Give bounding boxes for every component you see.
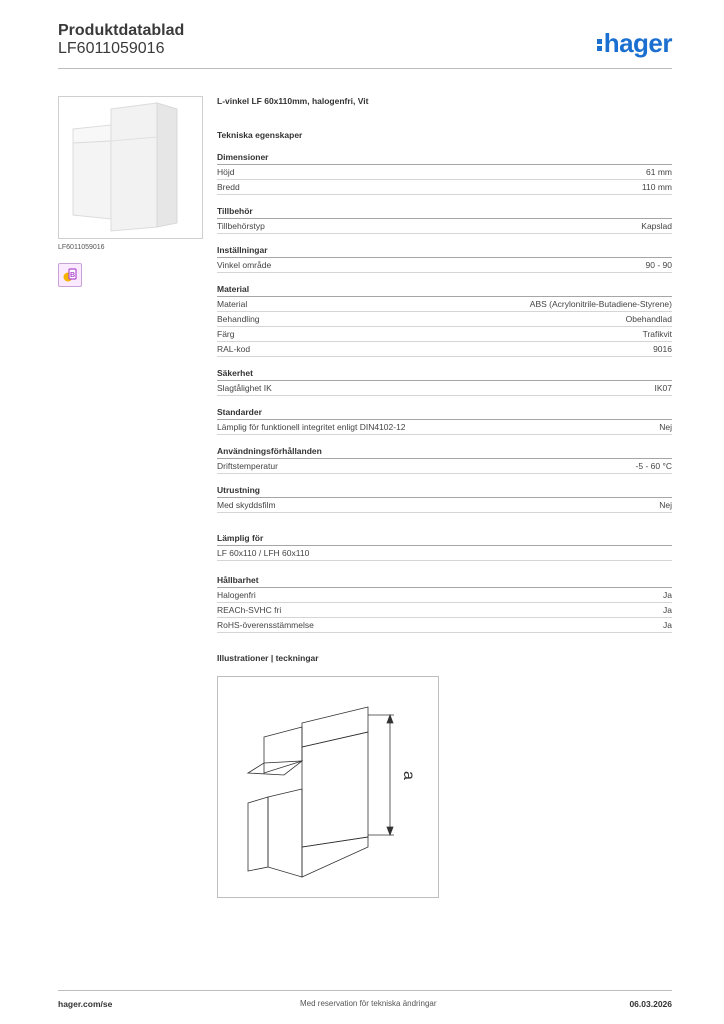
spec-row [217,618,672,633]
spec-row [217,297,672,312]
spec-column [217,96,672,663]
halogen-free-badge-icon [58,263,82,287]
spec-row [217,327,672,342]
suitable-for-label: LF 60x110 / LFH 60x110 [217,548,310,558]
spec-value: Ja [663,620,672,630]
spec-label: Färg [217,329,235,339]
spec-value: Ja [663,590,672,600]
sustainability-title: Hållbarhet [217,575,672,588]
spec-groups [217,140,672,513]
spec-label: RAL-kod [217,344,251,354]
l-angle-product-photo [59,97,202,238]
suitable-for-row [217,546,672,561]
spec-row [217,459,672,474]
spec-group-title: Standarder [217,407,672,420]
spec-row [217,165,672,180]
spec-row [217,312,672,327]
spec-row [217,498,672,513]
document-title: Produktdatablad [58,22,185,39]
spec-row [217,219,672,234]
spec-row [217,258,672,273]
svg-text:B: B [69,272,76,279]
spec-value: Nej [659,500,672,510]
spec-label: Material [217,299,248,309]
l-angle-drawing [218,677,438,897]
spec-label: RoHS-överensstämmelse [217,620,314,630]
spec-value: Nej [659,422,672,432]
spec-value: 110 mm [641,182,672,192]
spec-label: Tillbehörstyp [217,221,265,231]
spec-value: ABS (Acrylonitrile-Butadiene-Styrene) [529,299,672,309]
suitable-for-title: Lämplig för [217,533,672,546]
illustrations-heading: Illustrationer | teckningar [217,653,319,663]
technical-drawing [217,676,439,898]
header-divider [58,68,672,69]
spec-row [217,342,672,357]
spec-row [217,603,672,618]
spec-label: Med skyddsfilm [217,500,276,510]
spec-value: Obehandlad [625,314,672,324]
spec-label: Behandling [217,314,260,324]
footer-disclaimer: Med reservation för tekniska ändringar [300,999,437,1008]
product-image-caption: LF6011059016 [58,244,105,251]
spec-label: Vinkel område [217,260,272,270]
spec-row [217,588,672,603]
spec-value: Ja [663,605,672,615]
spec-value: IK07 [654,383,672,393]
spec-group-title: Utrustning [217,485,672,498]
spec-group-title: Tillbehör [217,206,672,219]
spec-group-title: Inställningar [217,245,672,258]
technical-properties-heading: Tekniska egenskaper [217,130,303,140]
spec-label: Driftstemperatur [217,461,278,471]
spec-value: Trafikvit [642,329,672,339]
spec-group-title: Material [217,284,672,297]
spec-value: 9016 [653,344,672,354]
logo-dots-icon [597,37,602,53]
spec-label: Lämplig för funktionell integritet enligt DIN4102-12 [217,422,406,432]
hager-logo[interactable] [597,28,672,59]
spec-label: REACh-SVHC fri [217,605,282,615]
spec-group-title: Användningsförhållanden [217,446,672,459]
spec-label: Höjd [217,167,235,177]
footer-divider [58,990,672,991]
spec-value: 61 mm [646,167,672,177]
spec-label: Slagtålighet IK [217,383,272,393]
spec-value: -5 - 60 °C [635,461,672,471]
spec-row [217,381,672,396]
spec-value: Kapslad [641,221,672,231]
spec-row [217,420,672,435]
footer-website-link[interactable]: hager.com/se [58,999,113,1009]
spec-label: Bredd [217,182,240,192]
spec-row [217,180,672,195]
logo-text: hager [603,28,672,58]
spec-group-title: Dimensioner [217,152,672,165]
footer-date: 06.03.2026 [629,999,672,1009]
product-name: L-vinkel LF 60x110mm, halogenfri, Vit [217,96,369,106]
spec-label: Halogenfri [217,590,256,600]
spec-value: 90 - 90 [645,260,672,270]
dimension-a-label: a [400,771,417,780]
article-number: LF6011059016 [58,40,165,57]
spec-group-title: Säkerhet [217,368,672,381]
product-image [58,96,203,239]
